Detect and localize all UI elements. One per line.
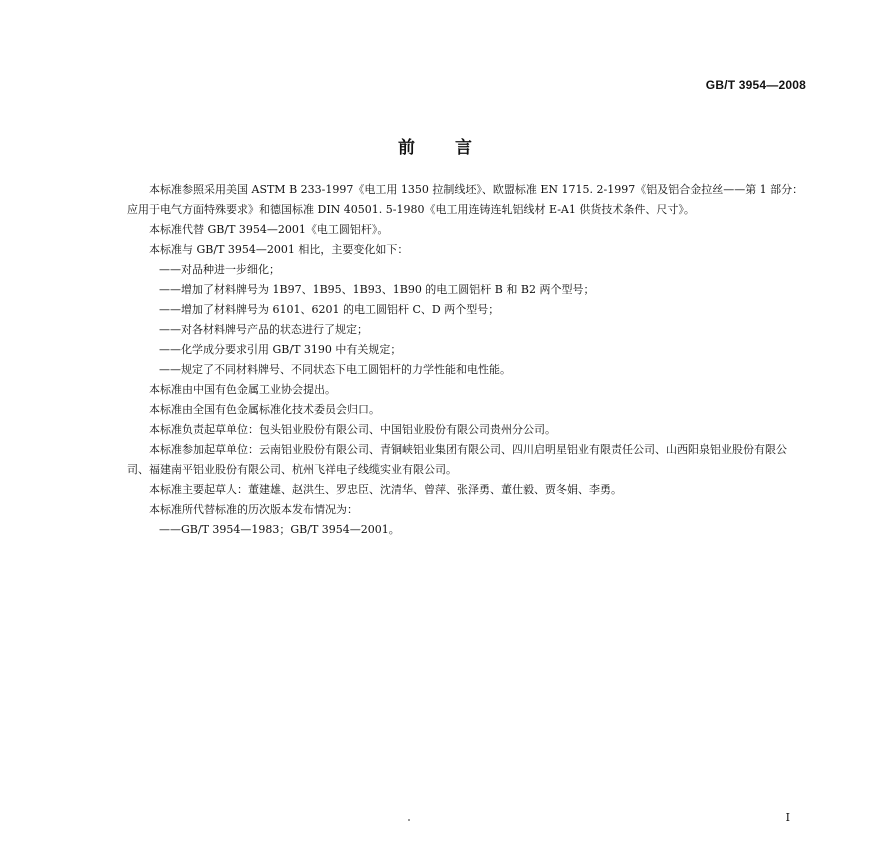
paragraph-history-intro: 本标准所代替标准的历次版本发布情况为： [149,503,358,516]
change-item: ——增加了材料牌号为 6101、6201 的电工圆铝杆 C、D 两个型号； [159,303,500,316]
header-standard-code: GB/T 3954—2008 [705,78,806,92]
footer-dot [408,819,410,821]
paragraph-replaces: 本标准代替 GB/T 3954—2001《电工圆铝杆》。 [149,223,389,236]
change-item: ——化学成分要求引用 GB/T 3190 中有关规定； [159,343,402,356]
paragraph-changes-intro: 本标准与 GB/T 3954—2001 相比，主要变化如下： [149,243,409,256]
paragraph-committee: 本标准由全国有色金属标准化技术委员会归口。 [149,403,380,416]
paragraph-main-drafters: 本标准主要起草人：董建雄、赵洪生、罗忠臣、沈清华、曾萍、张泽勇、董仕毅、贾冬娟、李勇。 [149,483,622,496]
change-item: ——规定了不同材料牌号、不同状态下电工圆铝杆的力学性能和电性能。 [159,363,511,376]
history-item: ——GB/T 3954—1983；GB/T 3954—2001。 [159,523,400,536]
paragraph-participating-drafters: 本标准参加起草单位：云南铝业股份有限公司、青铜峡铝业集团有限公司、四川启明星铝业有限责任公司、山西阳泉铝业股份有限公司、福建南平铝业股份有限公司、杭州飞祥电子线缆实业有限公司。 [127,443,787,476]
paragraph-lead-drafters: 本标准负责起草单位：包头铝业股份有限公司、中国铝业股份有限公司贵州分公司。 [149,423,556,436]
change-item: ——对品种进一步细化； [159,263,280,276]
paragraph-references: 本标准参照采用美国 ASTM B 233-1997《电工用 1350 拉制线坯》、欧盟标准 EN 1715. 2-1997《铝及铝合金拉丝——第 1 部分：应用于电气方面特殊要求》和德国标准 DIN 40501. 5-1980《电工用连铸连轧铝线材 E-A1 供货技术条件、尺寸》。 [127,183,804,216]
change-item: ——增加了材料牌号为 1B97、1B95、1B93、1B90 的电工圆铝杆 B 和 B2 两个型号； [159,283,595,296]
paragraph-proposer: 本标准由中国有色金属工业协会提出。 [149,383,336,396]
document-body [127,180,807,540]
change-item: ——对各材料牌号产品的状态进行了规定； [159,323,368,336]
page-title: 前言 [398,138,512,158]
page-number: I [785,811,790,824]
